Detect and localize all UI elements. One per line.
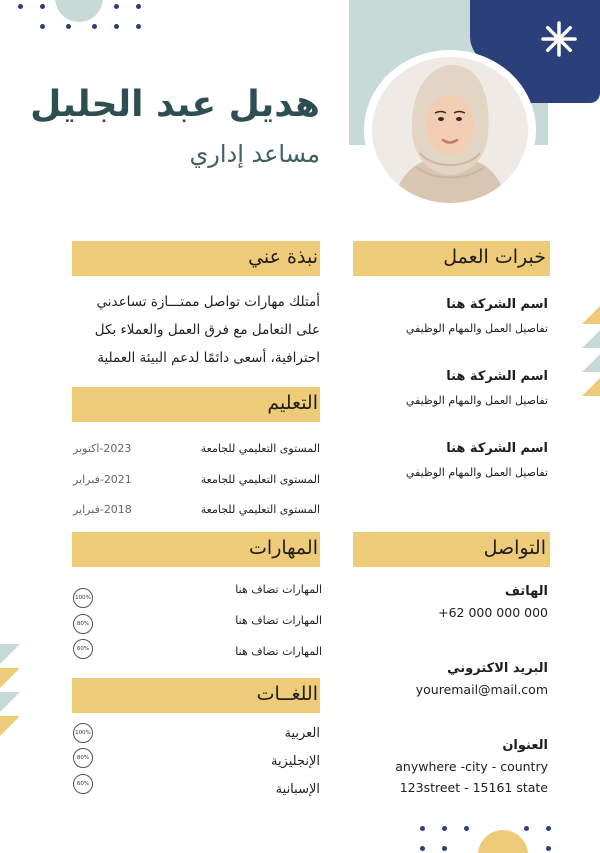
person-name: هديل عبد الجليل bbox=[30, 84, 320, 125]
phone-label: الهاتف bbox=[504, 584, 548, 599]
education-level: المستوى التعليمي للجامعة bbox=[200, 503, 320, 516]
language-percent-badge: 60% bbox=[73, 774, 93, 794]
languages-title: اللغــات bbox=[256, 683, 318, 705]
language-percent-badge: 100% bbox=[73, 723, 93, 743]
language-label: العربية bbox=[284, 726, 320, 741]
education-level: المستوى التعليمي للجامعة bbox=[200, 473, 320, 486]
company-name: اسم الشركة هنا bbox=[446, 369, 548, 384]
mint-half-circle bbox=[55, 0, 103, 22]
left-triangle-decoration bbox=[0, 644, 20, 736]
experience-title: خبرات العمل bbox=[443, 246, 546, 268]
education-title: التعليم bbox=[267, 392, 318, 414]
about-line: احترافية، أسعى دائمًا لدعم البيئة العملية bbox=[97, 350, 320, 366]
language-label: الإسبانية bbox=[275, 782, 320, 797]
bottom-right-decoration bbox=[420, 820, 570, 853]
address-line1: anywhere -city - country bbox=[395, 759, 548, 774]
skill-percent-badge: 60% bbox=[73, 639, 93, 659]
education-date: 2021-فبراير bbox=[73, 473, 132, 486]
education-date: 2023-اكتوبر bbox=[73, 442, 132, 455]
profile-photo bbox=[364, 50, 536, 210]
skill-label: المهارات تضاف هنا bbox=[235, 583, 322, 596]
company-details: تفاصيل العمل والمهام الوظيفي bbox=[405, 466, 548, 479]
yellow-half-circle bbox=[478, 830, 528, 853]
about-title: نبذة عني bbox=[248, 246, 318, 268]
email-label: البريد الاكتروني bbox=[447, 661, 548, 676]
top-left-decoration bbox=[0, 0, 150, 35]
address-line2: 123street - 15161 state bbox=[399, 780, 548, 795]
education-date: 2018-فبراير bbox=[73, 503, 132, 516]
skill-percent-badge: 80% bbox=[73, 614, 93, 634]
language-label: الإنجليزية bbox=[270, 754, 320, 769]
about-line: أمتلك مهارات تواصل ممتـــازة تساعدني bbox=[96, 294, 320, 310]
language-percent-badge: 80% bbox=[73, 748, 93, 768]
right-triangle-decoration bbox=[582, 306, 600, 398]
company-details: تفاصيل العمل والمهام الوظيفي bbox=[405, 394, 548, 407]
company-details: تفاصيل العمل والمهام الوظيفي bbox=[405, 322, 548, 335]
skills-title: المهارات bbox=[249, 537, 318, 559]
company-name: اسم الشركة هنا bbox=[446, 441, 548, 456]
address-label: العنوان bbox=[502, 738, 548, 753]
skill-label: المهارات تضاف هنا bbox=[235, 614, 322, 627]
phone-value: +62 000 000 000 bbox=[438, 605, 548, 620]
job-title: مساعد إداري bbox=[189, 140, 320, 168]
email-value: youremail@mail.com bbox=[415, 682, 548, 697]
contact-title: التواصل bbox=[483, 537, 546, 559]
education-level: المستوى التعليمي للجامعة bbox=[200, 442, 320, 455]
asterisk-icon bbox=[540, 20, 578, 58]
skill-label: المهارات تضاف هنا bbox=[235, 645, 322, 658]
skill-percent-badge: 100% bbox=[73, 588, 93, 608]
about-line: على التعامل مع فرق العمل والعملاء بكل bbox=[94, 322, 320, 338]
company-name: اسم الشركة هنا bbox=[446, 297, 548, 312]
